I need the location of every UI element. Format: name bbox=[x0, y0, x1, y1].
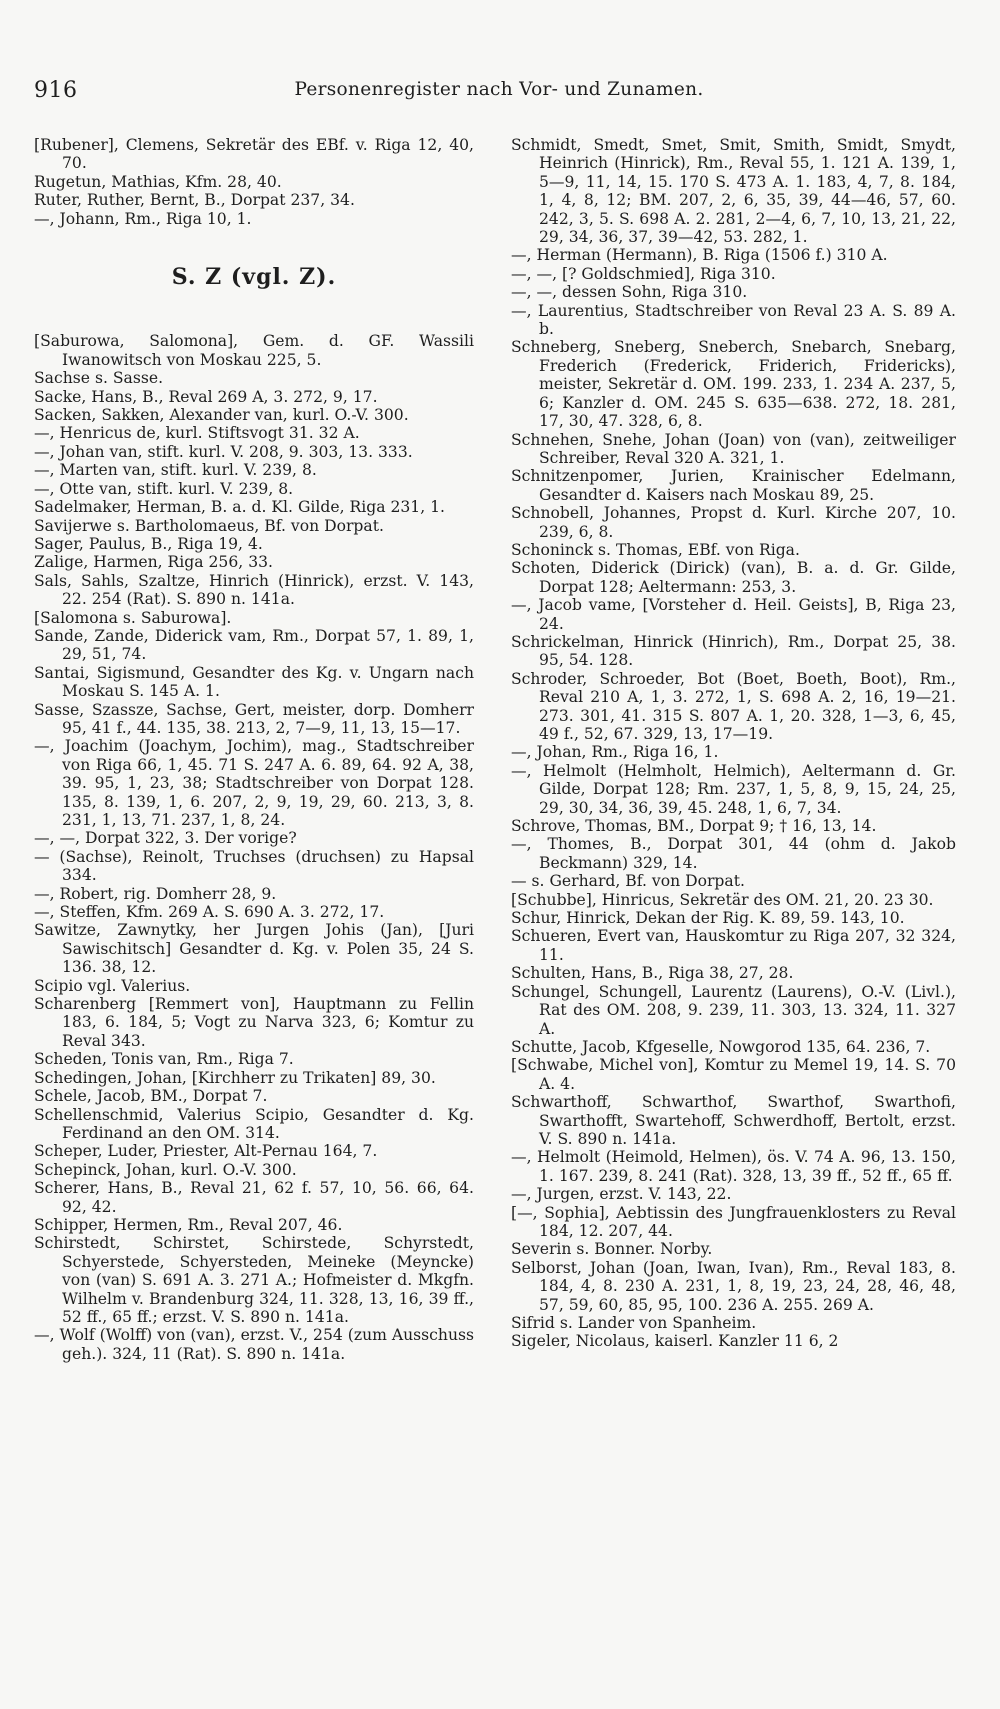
register-entry: —, Robert, rig. Domherr 28, 9. bbox=[34, 884, 277, 903]
register-entry: —, Herman (Hermann), B. Riga (1506 f.) 310 A. bbox=[511, 246, 888, 265]
page-header bbox=[34, 78, 964, 104]
register-entry: Schellenschmid, Valerius Scipio, Gesandter d. Kg. Ferdinand an den OM. 314. bbox=[34, 1105, 474, 1142]
register-entry: Schoninck s. Thomas, EBf. von Riga. bbox=[511, 540, 800, 559]
register-entry: Sifrid s. Lander von Spanheim. bbox=[511, 1314, 757, 1332]
right-main-entries bbox=[511, 136, 956, 1351]
register-entry: Sacken, Sakken, Alexander van, kurl. O.-V. 300. bbox=[34, 406, 409, 425]
register-entry: Sigeler, Nicolaus, kaiserl. Kanzler 11 6, 2 bbox=[511, 1332, 839, 1351]
register-entry: —, Johan van, stift. kurl. V. 208, 9. 303, 13. 333. bbox=[34, 442, 413, 461]
register-entry: —, Otte van, stift. kurl. V. 239, 8. bbox=[34, 479, 294, 498]
register-entry: [Schubbe], Hinricus, Sekretär des OM. 21, 20. 23 30. bbox=[511, 890, 934, 909]
register-entry: —, Johan, Rm., Riga 16, 1. bbox=[511, 743, 719, 762]
register-entry: —, Helmolt (Helmholt, Helmich), Aeltermann d. Gr. Gilde, Dorpat 128; Rm. 237, 1, 5, 8, 9, 15, 24, 25, 29, 30, 34, 36, 39, 45. 248, 1, 6, 7, 34. bbox=[511, 761, 956, 817]
register-entry: —, Joachim (Joachym, Jochim), mag., Stadtschreiber von Riga 66, 1, 45. 71 S. 247 A. 6. 89, 64. 92 A, 38, 39. 95, 1, 23, 38; Stadtschreiber von Dorpat 128. 135, 8. 139, 1, 6. 207, 2, 9, 19, 29, 60. 213, 3, 8. 231, 1, 13, 71. 237, 1, 8, 24. bbox=[34, 737, 474, 829]
register-entry: —, Helmolt (Heimold, Helmen), ös. V. 74 A. 96, 13. 150, 1. 167. 239, 8. 241 (Rat). 328, 13, 39 ff., 52 ff., 65 ff. bbox=[511, 1148, 956, 1185]
register-entry: Santai, Sigismund, Gesandter des Kg. v. Ungarn nach Moskau S. 145 A. 1. bbox=[34, 663, 474, 701]
register-entry: Schulten, Hans, B., Riga 38, 27, 28. bbox=[511, 964, 794, 983]
register-entry: Schipper, Hermen, Rm., Reval 207, 46. bbox=[34, 1215, 343, 1234]
register-entry: Sadelmaker, Herman, B. a. d. Kl. Gilde, Riga 231, 1. bbox=[34, 498, 446, 517]
register-entry: Schneberg, Sneberg, Sneberch, Snebarch, Snebarg, Frederich (Frederick, Friderich, Fridericks), meister, Sekretär d. OM. 199. 233, 1. 234 A. 237, 5, 6; Kanzler d. OM. 245 S. 635—638. 272, 18. 281, 17, 30, 47. 328, 6, 8. bbox=[511, 338, 956, 431]
register-entry: Schungel, Schungell, Laurentz (Laurens), O.-V. (Livl.), Rat des OM. 208, 9. 239, 11. 303, 13. 324, 11. 327 A. bbox=[511, 982, 956, 1038]
register-entry: —, Johann, Rm., Riga 10, 1. bbox=[34, 209, 252, 228]
register-entry: —, —, [? Goldschmied], Riga 310. bbox=[511, 264, 776, 283]
register-entry: Sachse s. Sasse. bbox=[34, 369, 164, 388]
register-entry: Schroder, Schroeder, Bot (Boet, Boeth, Boot), Rm., Reval 210 A, 1, 3. 272, 1, S. 698 A. 2, 16, 19—21. 273. 301, 41. 315 S. 807 A. 1, 20. 328, 1—3, 6, 45, 49 f., 52, 67. 329, 13, 17—19. bbox=[511, 669, 956, 743]
register-entry: Schrove, Thomas, BM., Dorpat 9; † 16, 13, 14. bbox=[511, 817, 877, 836]
register-entry: —, Marten van, stift. kurl. V. 239, 8. bbox=[34, 461, 317, 480]
register-entry: Scheper, Luder, Priester, Alt-Pernau 164, 7. bbox=[34, 1142, 378, 1161]
register-entry: Schedingen, Johan, [Kirchherr zu Trikaten] 89, 30. bbox=[34, 1068, 436, 1087]
register-entry: Rugetun, Mathias, Kfm. 28, 40. bbox=[34, 172, 282, 191]
register-entry: Schutte, Jacob, Kfgeselle, Nowgorod 135, 64. 236, 7. bbox=[511, 1037, 931, 1056]
register-entry: — s. Gerhard, Bf. von Dorpat. bbox=[511, 872, 745, 891]
section-heading: S. Z (vgl. Z). bbox=[171, 264, 337, 291]
right-column bbox=[511, 136, 956, 1351]
register-entry: —, —, dessen Sohn, Riga 310. bbox=[511, 283, 748, 302]
register-entry: —, Laurentius, Stadtschreiber von Reval 23 A. S. 89 A. b. bbox=[511, 301, 956, 339]
register-entry: Scipio vgl. Valerius. bbox=[34, 976, 191, 995]
register-entry: Schnehen, Snehe, Johan (Joan) von (van), zeitweiliger Schreiber, Reval 320 A. 321, 1. bbox=[511, 430, 956, 467]
register-entry: Schrickelman, Hinrick (Hinrich), Rm., Dorpat 25, 38. 95, 54. 128. bbox=[511, 632, 956, 670]
running-title: Personenregister nach Vor- und Zunamen. bbox=[294, 79, 704, 100]
register-entry: —, —, Dorpat 322, 3. Der vorige? bbox=[34, 829, 297, 848]
register-entry: Schwarthoff, Schwarthof, Swarthof, Swarthofi, Swarthofft, Swartehoff, Schwerdhoff, Bertolt, erzst. V. S. 890 n. 141a. bbox=[511, 1093, 956, 1148]
register-entry: Severin s. Bonner. Norby. bbox=[511, 1240, 713, 1259]
register-entry: Sager, Paulus, B., Riga 19, 4. bbox=[34, 534, 263, 553]
register-entry: Ruter, Ruther, Bernt, B., Dorpat 237, 34. bbox=[34, 191, 355, 210]
register-entry: Schnobell, Johannes, Propst d. Kurl. Kirche 207, 10. 239, 6, 8. bbox=[511, 504, 956, 541]
register-entry: [—, Sophia], Aebtissin des Jungfrauenklosters zu Reval 184, 12. 207, 44. bbox=[511, 1203, 956, 1240]
register-entry: Sande, Zande, Diderick vam, Rm., Dorpat 57, 1. 89, 1, 29, 51, 74. bbox=[34, 626, 474, 664]
register-entry: Scharenberg [Remmert von], Hauptmann zu Fellin 183, 6. 184, 5; Vogt zu Narva 323, 6; Komtur zu Reval 343. bbox=[34, 995, 474, 1050]
register-entry: —, Wolf (Wolff) von (van), erzst. V., 254 (zum Ausschuss geh.). 324, 11 (Rat). S. 890 n. 141a. bbox=[34, 1326, 474, 1363]
register-entry: Zalige, Harmen, Riga 256, 33. bbox=[34, 553, 273, 572]
register-entry: —, Steffen, Kfm. 269 A. S. 690 A. 3. 272, 17. bbox=[34, 903, 385, 922]
page-number: 916 bbox=[34, 78, 78, 103]
register-entry: Schnitzenpomer, Jurien, Krainischer Edelmann, Gesandter d. Kaisers nach Moskau 89, 25. bbox=[511, 467, 956, 504]
register-entry: —, Thomes, B., Dorpat 301, 44 (ohm d. Jakob Beckmann) 329, 14. bbox=[511, 835, 956, 872]
register-entry: Schmidt, Smedt, Smet, Smit, Smith, Smidt, Smydt, Heinrich (Hinrick), Rm., Reval 55, 1. 121 A. 139, 1, 5—9, 11, 14, 15. 170 S. 473 A. 1. 183, 4, 7, 8. 184, 1, 4, 8, 12; BM. 207, 2, 6, 35, 39, 44—46, 57, 60. 242, 3, 5. S. 698 A. 2. 281, 2—4, 6, 7, 10, 13, 21, 22, 29, 34, 36, 37, 39—42, 53. 282, 1. bbox=[511, 136, 956, 247]
register-entry: Schueren, Evert van, Hauskomtur zu Riga 207, 32 324, 11. bbox=[511, 927, 956, 964]
register-entry: Scherer, Hans, B., Reval 21, 62 f. 57, 10, 56. 66, 64. 92, 42. bbox=[34, 1179, 474, 1216]
register-entry: —, Jacob vame, [Vorsteher d. Heil. Geists], B, Riga 23, 24. bbox=[511, 596, 956, 633]
register-entry: — (Sachse), Reinolt, Truchses (druchsen) zu Hapsal 334. bbox=[34, 847, 474, 885]
left-column bbox=[34, 136, 474, 1363]
register-entry: Schirstedt, Schirstet, Schirstede, Schyrstedt, Schyerstede, Schyersteden, Meineke (Meyncke) von (van) S. 691 A. 3. 271 A.; Hofmeister d. Mkgfn. Wilhelm v. Brandenburg 324, 11. 328, 13, 16, 39 ff., 52 ff., 65 ff.; erzst. V. S. 890 n. 141a. bbox=[34, 1234, 474, 1326]
register-entry: Savijerwe s. Bartholomaeus, Bf. von Dorpat. bbox=[34, 516, 384, 535]
register-entry: —, Henricus de, kurl. Stiftsvogt 31. 32 A. bbox=[34, 424, 360, 443]
register-entry: [Salomona s. Saburowa]. bbox=[34, 608, 232, 627]
register-entry: Sals, Sahls, Szaltze, Hinrich (Hinrick), erzst. V. 143, 22. 254 (Rat). S. 890 n. 141a. bbox=[34, 571, 474, 609]
left-top-entries bbox=[34, 136, 474, 228]
register-entry: [Rubener], Clemens, Sekretär des EBf. v. Riga 12, 40, 70. bbox=[34, 136, 474, 173]
left-main-entries bbox=[34, 332, 474, 1363]
register-entry: Schur, Hinrick, Dekan der Rig. K. 89, 59. 143, 10. bbox=[511, 909, 905, 928]
register-entry: Schepinck, Johan, kurl. O.-V. 300. bbox=[34, 1160, 297, 1179]
register-entry: Selborst, Johan (Joan, Iwan, Ivan), Rm., Reval 183, 8. 184, 4, 8. 230 A. 231, 1, 8, 19, 23, 24, 28, 46, 48, 57, 59, 60, 85, 95, 100. 236 A. 255. 269 A. bbox=[511, 1258, 956, 1314]
register-entry: Sasse, Szassze, Sachse, Gert, meister, dorp. Domherr 95, 41 f., 44. 135, 38. 213, 2, 7—9, 11, 13, 15—17. bbox=[34, 700, 474, 737]
register-entry: Schoten, Diderick (Dirick) (van), B. a. d. Gr. Gilde, Dorpat 128; Aeltermann: 253, 3. bbox=[511, 559, 956, 596]
register-entry: Schele, Jacob, BM., Dorpat 7. bbox=[34, 1087, 268, 1106]
register-entry: Sawitze, Zawnytky, her Jurgen Johis (Jan), [Juri Sawischitsch] Gesandter d. Kg. v. Polen 35, 24 S. 136. 38, 12. bbox=[34, 921, 474, 977]
register-entry: Scheden, Tonis van, Rm., Riga 7. bbox=[34, 1050, 294, 1069]
register-entry: —, Jurgen, erzst. V. 143, 22. bbox=[511, 1185, 732, 1204]
register-entry: [Schwabe, Michel von], Komtur zu Memel 19, 14. S. 70 A. 4. bbox=[511, 1056, 956, 1093]
register-entry: Sacke, Hans, B., Reval 269 A, 3. 272, 9, 17. bbox=[34, 387, 378, 406]
register-entry: [Saburowa, Salomona], Gem. d. GF. Wassili Iwanowitsch von Moskau 225, 5. bbox=[34, 332, 474, 369]
